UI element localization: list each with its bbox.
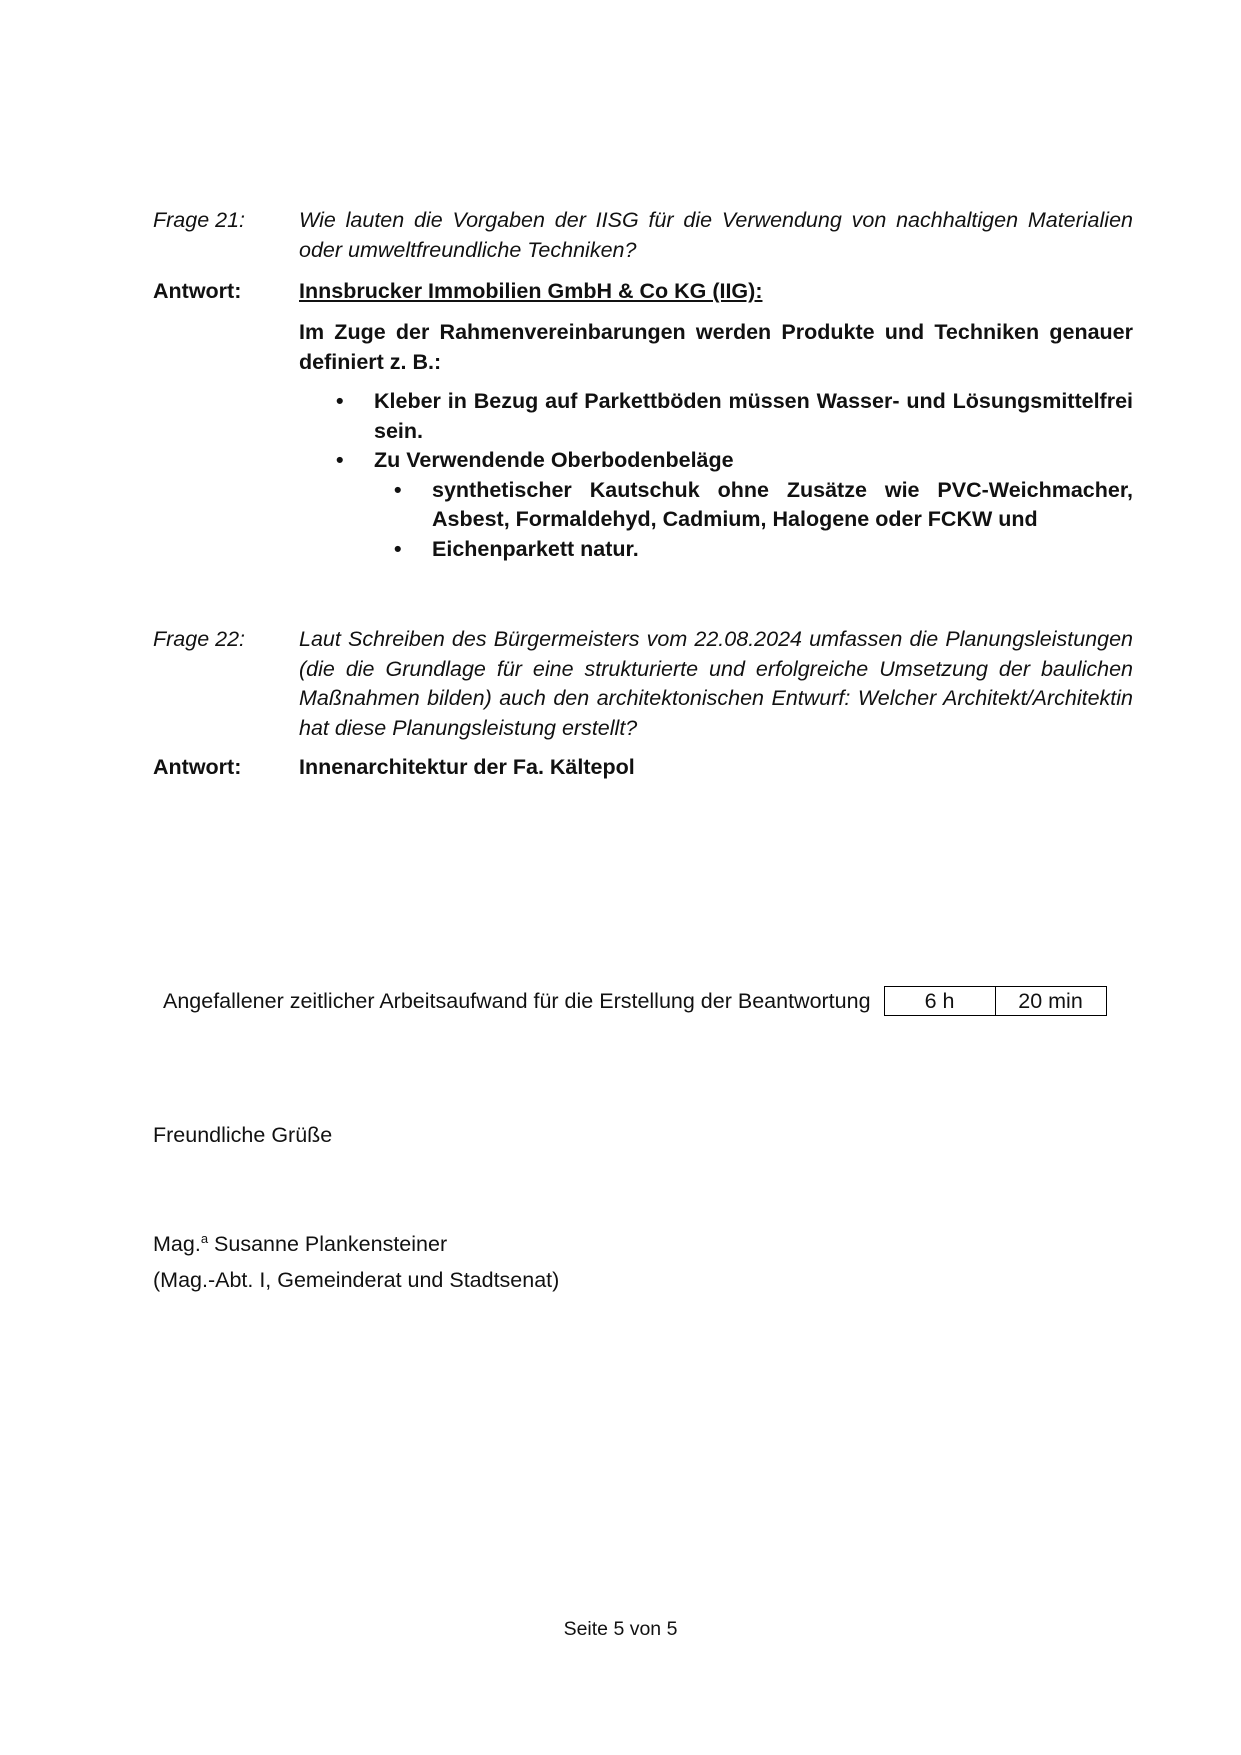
question-21 (153, 206, 1133, 265)
answer-22 (153, 753, 1133, 783)
answer-bullet-list (299, 387, 1133, 564)
sub-list-item (374, 535, 1133, 565)
question-label: Frage 21: (153, 208, 246, 232)
answer-text: Innenarchitektur der Fa. Kältepol (299, 755, 635, 779)
bullet-icon: • (394, 477, 402, 502)
answer-label: Antwort: (153, 279, 242, 303)
bullet-icon: • (394, 536, 402, 561)
signer-name (153, 1230, 447, 1259)
question-label: Frage 22: (153, 627, 246, 651)
list-item (299, 446, 1133, 564)
sub-list-item (374, 476, 1133, 535)
signer-title: Mag. (153, 1232, 201, 1256)
list-item-text: Zu Verwendende Oberbodenbeläge (374, 448, 734, 472)
question-22 (153, 625, 1133, 743)
question-text: Wie lauten die Vorgaben der IISG für die Verwendung von nachhaltigen Materialien oder umweltfreundliche Techniken? (299, 208, 1133, 262)
sub-list-item-text: synthetischer Kautschuk ohne Zusätze wie PVC-Weichmacher, Asbest, Formaldehyd, Cadmium, Halogene oder FCKW und (432, 477, 1133, 531)
list-item (299, 387, 1133, 446)
list-item-text: Kleber in Bezug auf Parkettböden müssen Wasser- und Lösungsmittelfrei sein. (374, 389, 1133, 443)
answer-intro: Im Zuge der Rahmenvereinbarungen werden Produkte und Techniken genauer definiert z. B.: (299, 320, 1133, 374)
work-effort-minutes: 20 min (995, 987, 1106, 1015)
bullet-icon: • (336, 448, 344, 472)
question-text: Laut Schreiben des Bürgermeisters vom 22.08.2024 umfassen die Planungsleistungen (die die Grundlage für eine strukturierte und erfolgreiche Umsetzung der baulichen Maßnahmen bilden) auch den architektonischen Entwurf: Welcher Architekt/Architektin hat diese Planungsleistung erstellt? (299, 627, 1133, 740)
bullet-icon: • (336, 389, 344, 413)
answer-21 (153, 277, 1133, 307)
closing-greeting: Freundliche Grüße (153, 1123, 333, 1147)
work-effort-row (163, 986, 1107, 1016)
signer-fullname: Susanne Plankensteiner (208, 1232, 448, 1256)
page-number: Seite 5 von 5 (563, 1618, 678, 1640)
work-effort-hours: 6 h (924, 989, 955, 1013)
signer-title-superscript: a (200, 1231, 209, 1246)
work-effort-table (884, 986, 1107, 1016)
work-effort-label: Angefallener zeitlicher Arbeitsaufwand für die Erstellung der Beantwortung (163, 989, 871, 1013)
answer-heading: Innsbrucker Immobilien GmbH & Co KG (IIG): (299, 279, 763, 303)
sub-list-item-text: Eichenparkett natur. (432, 536, 639, 561)
answer-label: Antwort: (153, 755, 242, 779)
sub-bullet-list (374, 476, 1133, 565)
signer-department: (Mag.-Abt. I, Gemeinderat und Stadtsenat) (153, 1268, 560, 1292)
